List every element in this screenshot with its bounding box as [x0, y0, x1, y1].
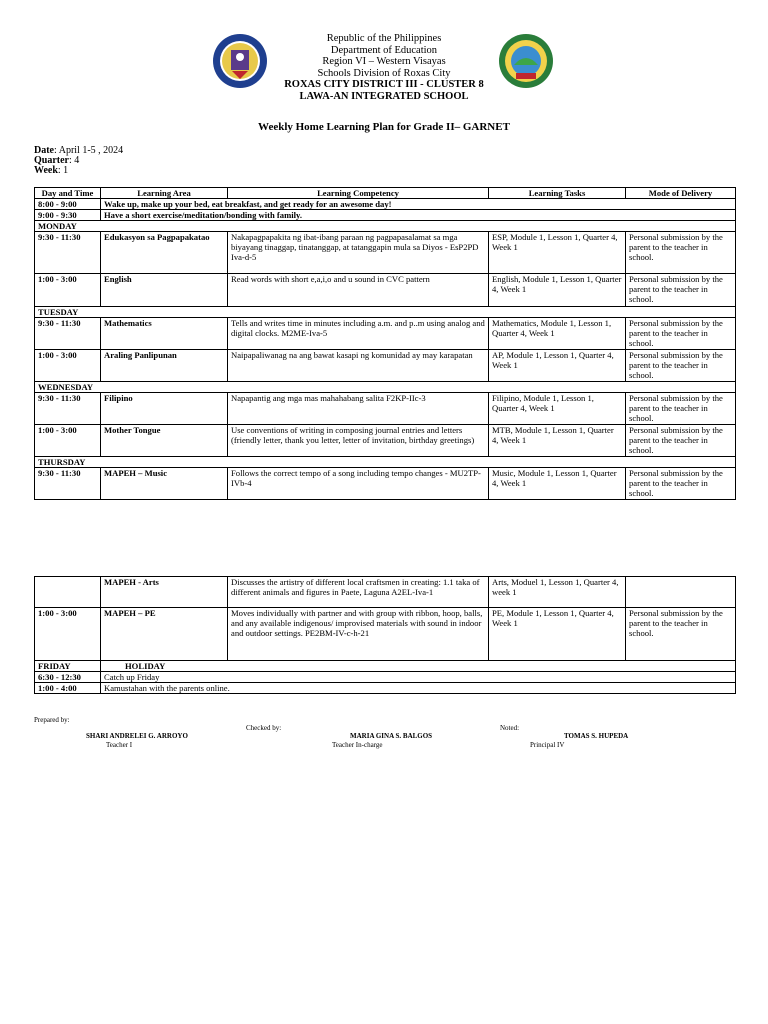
tasks-cell: Arts, Moduel 1, Lesson 1, Quarter 4, week 1 [489, 577, 626, 608]
column-header: Day and Time [35, 188, 101, 199]
delivery-cell: Personal submission by the parent to the teacher in school. [626, 232, 736, 274]
time-cell: 1:00 - 3:00 [35, 608, 101, 661]
delivery-cell: Personal submission by the parent to the teacher in school. [626, 425, 736, 457]
week-line [34, 166, 68, 176]
quarter-label: Quarter [34, 155, 69, 166]
document-title: Weekly Home Learning Plan for Grade II– GARNET [258, 121, 510, 133]
day-label: THURSDAY [35, 457, 736, 468]
delivery-cell: Personal submission by the parent to the teacher in school. [626, 318, 736, 350]
time-cell: 1:00 - 3:00 [35, 274, 101, 307]
checked-by-label: Checked by: [246, 724, 282, 732]
competency-cell: Use conventions of writing in composing journal entries and letters (friendly letter, thank you letter, letter of invitation, birthday greetings) [228, 425, 489, 457]
header-block [0, 33, 768, 102]
learning-area-cell: Mathematics [101, 318, 228, 350]
friday-row [35, 683, 736, 694]
header-line: Region VI – Western Visayas [322, 56, 446, 67]
delivery-cell [626, 577, 736, 608]
day-row [35, 457, 736, 468]
tasks-cell: PE, Module 1, Lesson 1, Quarter 4, Week 1 [489, 608, 626, 661]
day-label: TUESDAY [35, 307, 736, 318]
date-label: Date [34, 145, 54, 156]
column-header: Learning Competency [228, 188, 489, 199]
daily-routine-row [35, 199, 736, 210]
day-row [35, 307, 736, 318]
table-row [35, 232, 736, 274]
prepared-by-title: Teacher I [106, 741, 133, 749]
time-cell: 1:00 - 4:00 [35, 683, 101, 694]
competency-cell: Follows the correct tempo of a song including tempo changes - MU2TP-IVb-4 [228, 468, 489, 500]
column-header: Learning Area [101, 188, 228, 199]
learning-area-cell: MAPEH – PE [101, 608, 228, 661]
checked-by-title: Teacher In-charge [332, 741, 383, 749]
time-cell: 9:30 - 11:30 [35, 468, 101, 500]
competency-cell: Tells and writes time in minutes including a.m. and p..m using analog and digital clocks. M2ME-Iva-5 [228, 318, 489, 350]
learning-area-cell: MAPEH – Music [101, 468, 228, 500]
school-name: LAWA-AN INTEGRATED SCHOOL [299, 90, 469, 102]
friday-row [35, 672, 736, 683]
tasks-cell: English, Module 1, Lesson 1, Quarter 4, Week 1 [489, 274, 626, 307]
week-label: Week [34, 165, 58, 176]
time-cell: 1:00 - 3:00 [35, 350, 101, 382]
noted-by-title: Principal IV [530, 741, 565, 749]
competency-cell: Nakapagpapakita ng ibat-ibang paraan ng pagpapasalamat sa mga biyayang tinaggap, tinatanggap, at tatanggapin mula sa Diyos - EsP2PD Iva-d-5 [228, 232, 489, 274]
time-cell: 6:30 - 12:30 [35, 672, 101, 683]
table-row [35, 577, 736, 608]
noted-by-label: Noted: [500, 724, 520, 732]
table-row [35, 393, 736, 425]
routine-cell: Wake up, make up your bed, eat breakfast, and get ready for an awesome day! [101, 199, 736, 210]
header-line: Republic of the Philippines [326, 33, 442, 44]
delivery-cell: Personal submission by the parent to the teacher in school. [626, 393, 736, 425]
header-line: Schools Division of Roxas City [317, 67, 451, 79]
delivery-cell: Personal submission by the parent to the teacher in school. [626, 274, 736, 307]
day-label: FRIDAY [35, 661, 101, 672]
learning-area-cell: Mother Tongue [101, 425, 228, 457]
routine-cell: Have a short exercise/meditation/bonding with family. [101, 210, 736, 221]
tasks-cell: Filipino, Module 1, Lesson 1, Quarter 4, Week 1 [489, 393, 626, 425]
time-cell: 9:00 - 9:30 [35, 210, 101, 221]
day-row [35, 221, 736, 232]
table-row [35, 318, 736, 350]
week-value: : 1 [57, 165, 69, 176]
learning-area-cell: Filipino [101, 393, 228, 425]
competency-cell: Discusses the artistry of different local craftsmen in creating: 1.1 taka of different animals and figures in Paete, Laguna A2EL-Iva-1 [228, 577, 489, 608]
delivery-cell: Personal submission by the parent to the teacher in school. [626, 468, 736, 500]
learning-area-cell: MAPEH - Arts [101, 577, 228, 608]
day-label: MONDAY [35, 221, 736, 232]
competency-cell: Napapantig ang mga mas mahahabang salita F2KP-IIc-3 [228, 393, 489, 425]
prepared-by-name: SHARI ANDRELEI G. ARROYO [86, 732, 188, 740]
checked-by-name: MARIA GINA S. BALGOS [350, 732, 433, 740]
time-cell: 9:30 - 11:30 [35, 318, 101, 350]
table-header-row [35, 188, 736, 199]
learning-area-cell: Edukasyon sa Pagpapakatao [101, 232, 228, 274]
prepared-by-label: Prepared by: [34, 716, 70, 724]
activity-cell: Kamustahan with the parents online. [101, 683, 736, 694]
time-cell: 1:00 - 3:00 [35, 425, 101, 457]
time-cell: 9:30 - 11:30 [35, 393, 101, 425]
learning-plan-table-continued [34, 576, 736, 694]
table-row [35, 425, 736, 457]
daily-routine-row [35, 210, 736, 221]
competency-cell: Read words with short e,a,i,o and u sound in CVC pattern [228, 274, 489, 307]
table-row [35, 608, 736, 661]
tasks-cell: MTB, Module 1, Lesson 1, Quarter 4, Week 1 [489, 425, 626, 457]
table-row [35, 350, 736, 382]
quarter-value: : 4 [69, 155, 80, 166]
table-row [35, 468, 736, 500]
time-cell: 9:30 - 11:30 [35, 232, 101, 274]
learning-plan-table [34, 187, 736, 500]
date-value: : April 1-5 , 2024 [54, 145, 124, 156]
tasks-cell: ESP, Module 1, Lesson 1, Quarter 4, Week 1 [489, 232, 626, 274]
column-header: Learning Tasks [489, 188, 626, 199]
day-row [35, 661, 736, 672]
activity-cell: Catch up Friday [101, 672, 736, 683]
competency-cell: Moves individually with partner and with group with ribbon, hoop, balls, and any available indigenous/ improvised materials with sound in indoor and outdoor settings. PE2BM-IV-c-h-21 [228, 608, 489, 661]
delivery-cell: Personal submission by the parent to the teacher in school. [626, 608, 736, 661]
learning-area-cell: English [101, 274, 228, 307]
noted-by-name: TOMAS S. HUPEDA [564, 732, 629, 740]
tasks-cell: Music, Module 1, Lesson 1, Quarter 4, Week 1 [489, 468, 626, 500]
tasks-cell: Mathematics, Module 1, Lesson 1, Quarter 4, Week 1 [489, 318, 626, 350]
time-cell: 8:00 - 9:00 [35, 199, 101, 210]
header-line: Department of Education [330, 44, 438, 56]
learning-area-cell: Araling Panlipunan [101, 350, 228, 382]
tasks-cell: AP, Module 1, Lesson 1, Quarter 4, Week 1 [489, 350, 626, 382]
holiday-label: HOLIDAY [101, 661, 736, 672]
time-cell [35, 577, 101, 608]
day-row [35, 382, 736, 393]
delivery-cell: Personal submission by the parent to the teacher in school. [626, 350, 736, 382]
day-label: WEDNESDAY [35, 382, 736, 393]
competency-cell: Naipapaliwanag na ang bawat kasapi ng komunidad ay may karapatan [228, 350, 489, 382]
district-name: ROXAS CITY DISTRICT III - CLUSTER 8 [284, 79, 484, 90]
column-header: Mode of Delivery [626, 188, 736, 199]
table-row [35, 274, 736, 307]
